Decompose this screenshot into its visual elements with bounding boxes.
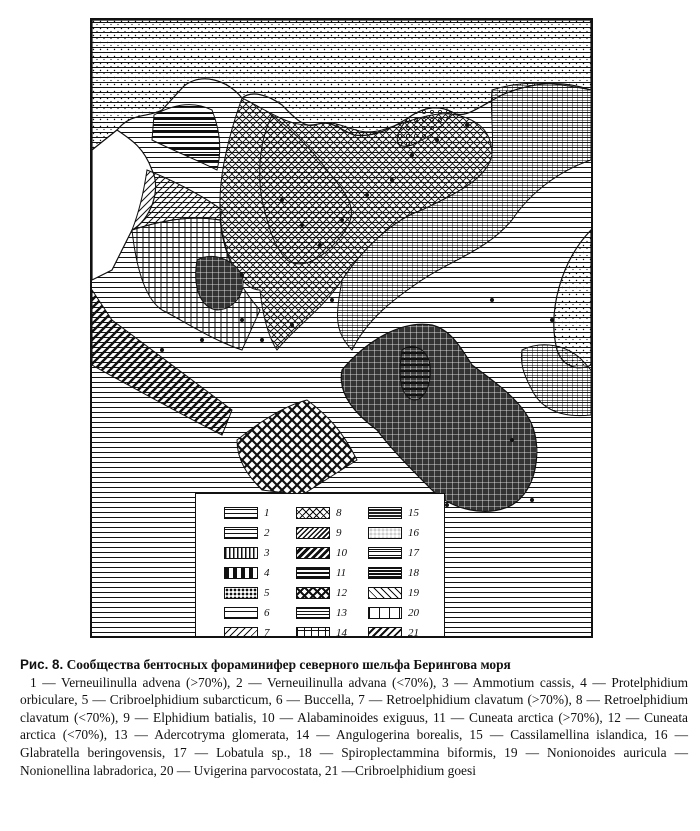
legend-item-4 [224, 566, 270, 580]
legend-number: 21 [408, 627, 419, 638]
legend-swatch-icon [368, 567, 402, 579]
legend-swatch-icon [296, 607, 330, 619]
legend-number: 13 [336, 607, 347, 619]
legend-swatch-icon [368, 547, 402, 559]
legend-item-7 [224, 626, 270, 638]
legend-number: 20 [408, 607, 419, 619]
map-legend [195, 493, 445, 638]
legend-swatch-icon [368, 527, 402, 539]
legend-number: 2 [264, 527, 270, 539]
legend-item-1 [224, 506, 270, 520]
legend-swatch-icon [224, 567, 258, 579]
legend-number: 5 [264, 587, 270, 599]
legend-swatch-icon [296, 527, 330, 539]
legend-swatch-icon [296, 627, 330, 638]
legend-number: 3 [264, 547, 270, 559]
legend-number: 12 [336, 587, 347, 599]
legend-number: 4 [264, 567, 270, 579]
caption-legend-text: 1 — Verneuilinulla advena (>70%), 2 — Verneuilinulla advana (<70%), 3 — Ammotium cassis, 4 — Protelphidium orbiculare, 5 — Cribroelphidium subarcticum, 6 — Buccella, 7 — Retroelphidium clavatum (>70%), 8 — Retroelphidium clavatum (<70%), 9 — Elphidium batialis, 10 — Alabaminoides exiguus, 11 — Cuneata arctica (>70%), 12 — Cuneata arctica (<70%), 13 — Adercotryma glomerata, 14 — Angulogerina borealis, 15 — Cassilamellina islandica, 16 — Glabratella beringovensis, 17 — Lobatula sp., 18 — Spiroplectammina biformis, 19 — Nonionoides auricula — Nonionellina labradorica, 20 — Uvigerina parvocostata, 21 —Cribroelphidium goesi [20, 674, 688, 778]
legend-item-18 [368, 566, 419, 580]
legend-item-19 [368, 586, 419, 600]
caption-title [20, 656, 688, 674]
legend-item-15 [368, 506, 419, 520]
figure-title: Сообщества бентосных фораминифер северного шельфа Берингова моря [66, 657, 511, 672]
legend-swatch-icon [296, 547, 330, 559]
legend-item-20 [368, 606, 419, 620]
legend-swatch-icon [368, 507, 402, 519]
figure-label: Рис. 8. [20, 657, 64, 672]
legend-swatch-icon [368, 627, 402, 638]
legend-swatch-icon [368, 587, 402, 599]
region-oval-inner [400, 346, 430, 400]
legend-item-12 [296, 586, 347, 600]
legend-item-21 [368, 626, 419, 638]
legend-item-16 [368, 526, 419, 540]
legend-number: 1 [264, 507, 270, 519]
legend-swatch-icon [224, 507, 258, 519]
legend-number: 14 [336, 627, 347, 638]
legend-number: 18 [408, 567, 419, 579]
legend-number: 19 [408, 587, 419, 599]
legend-item-2 [224, 526, 270, 540]
legend-number: 6 [264, 607, 270, 619]
legend-number: 8 [336, 507, 342, 519]
legend-item-9 [296, 526, 342, 540]
legend-item-5 [224, 586, 270, 600]
figure-caption [20, 656, 688, 779]
legend-swatch-icon [224, 547, 258, 559]
legend-number: 15 [408, 507, 419, 519]
legend-item-3 [224, 546, 270, 560]
legend-number: 16 [408, 527, 419, 539]
legend-item-6 [224, 606, 270, 620]
legend-number: 10 [336, 547, 347, 559]
legend-number: 17 [408, 547, 419, 559]
legend-item-14 [296, 626, 347, 638]
legend-item-10 [296, 546, 347, 560]
legend-number: 11 [336, 567, 347, 579]
map-figure [90, 18, 593, 638]
legend-swatch-icon [296, 507, 330, 519]
legend-item-8 [296, 506, 342, 520]
legend-swatch-icon [368, 607, 402, 619]
legend-number: 9 [336, 527, 342, 539]
legend-number: 7 [264, 627, 270, 638]
legend-swatch-icon [224, 627, 258, 638]
legend-item-17 [368, 546, 419, 560]
legend-swatch-icon [296, 567, 330, 579]
legend-swatch-icon [224, 527, 258, 539]
legend-swatch-icon [224, 607, 258, 619]
legend-swatch-icon [224, 587, 258, 599]
legend-swatch-icon [296, 587, 330, 599]
legend-item-11 [296, 566, 346, 580]
legend-item-13 [296, 606, 347, 620]
